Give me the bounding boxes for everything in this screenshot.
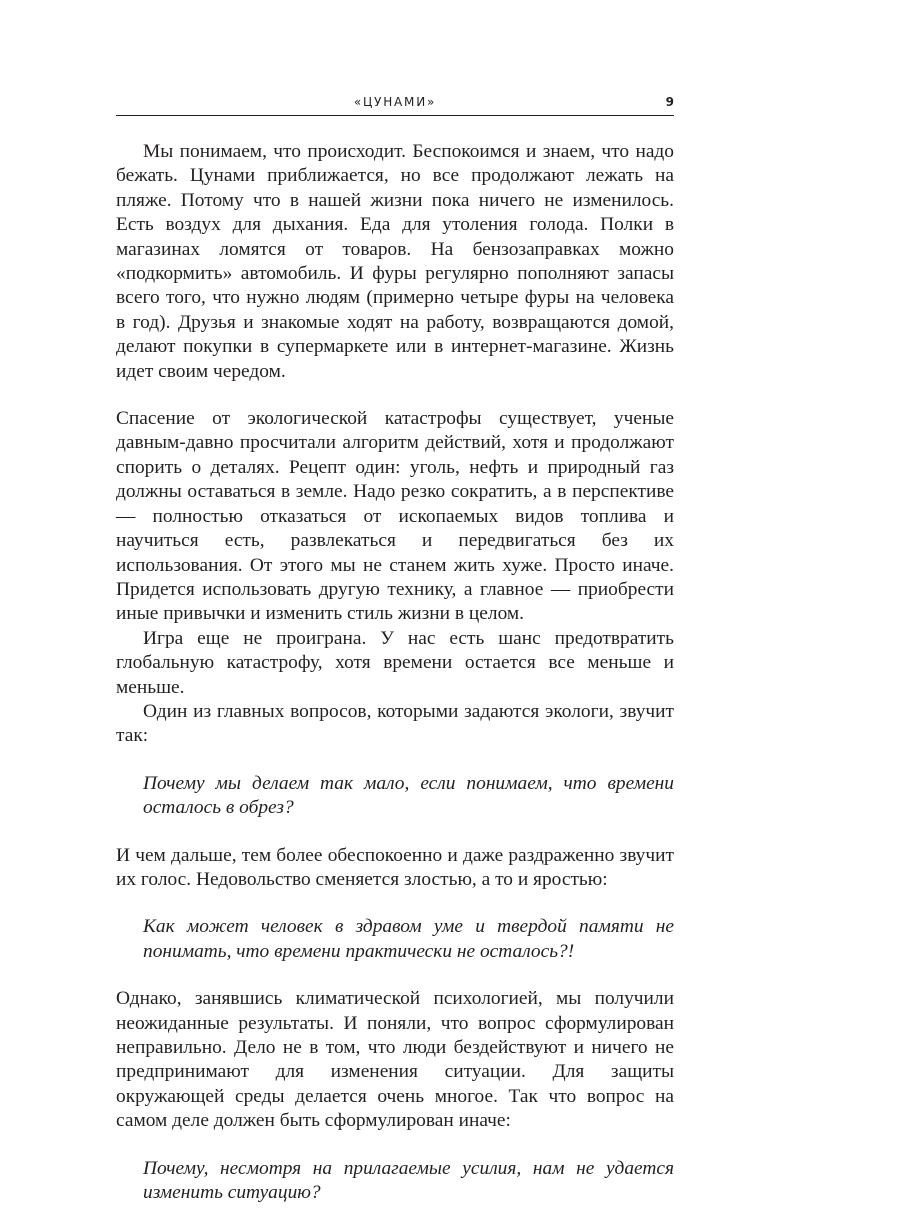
paragraph: И чем дальше, тем более обеспокоенно и даже раздраженно звучит их голос. Недовольство сменяется злостью, а то и яростью:	[116, 844, 674, 890]
italic-quote: Почему мы делаем так мало, если понимаем, что времени осталось в обрез?	[143, 772, 674, 819]
paragraph: Спасение от экологической катастрофы существует, ученые давным-давно просчитали алгоритм действий, хотя и продолжают спорить о деталях. Рецепт один: уголь, нефть и природный газ должны оставаться в земле. Надо резко сократить, а в перспективе — полностью отказаться от ископаемых видов топлива и научиться есть, развлекаться и передвигаться без их использования. От этого мы не станем жить хуже. Просто иначе. Придется использовать другую технику, а главное — приобрести иные привычки и изменить стиль жизни в целом.	[116, 408, 674, 625]
paragraph: Один из главных вопросов, которыми задаются экологи, звучит так:	[116, 700, 674, 747]
paragraph: Мы понимаем, что происходит. Беспокоимся и знаем, что надо бежать. Цунами приближается, но все продолжают лежать на пляже. Потому что в нашей жизни пока ничего не изменилось. Есть воздух для дыхания. Еда для утоления голода. Полки в магазинах ломятся от товаров. На бензозаправках можно «подкормить» автомобиль. И фуры регулярно пополняют запасы всего того, что нужно людям (примерно четыре фуры на человека в год). Друзья и знакомые ходят на работу, возвращаются домой, делают покупки в супермаркете или в интернет-магазине. Жизнь идет своим чередом.	[116, 141, 674, 382]
body-text	[116, 140, 674, 1228]
chapter-title: «ЦУНАМИ»	[353, 95, 437, 109]
running-header	[116, 93, 674, 116]
book-page	[116, 0, 674, 1204]
paragraph: Однако, занявшись климатической психологией, мы получили неожиданные результаты. И поняли, что вопрос сформулирован неправильно. Дело не в том, что люди бездействуют и ничего не предпринимают для изменения ситуации. Для защиты окружающей среды делается очень многое. Так что вопрос на самом деле должен быть сформулирован иначе:	[116, 988, 674, 1132]
paragraph: Игра еще не проиграна. У нас есть шанс предотвратить глобальную катастрофу, хотя времени остается все меньше и меньше.	[116, 627, 674, 698]
italic-quote: Почему, несмотря на прилагаемые усилия, нам не удается изменить ситуацию?	[143, 1157, 674, 1204]
page-number: 9	[665, 95, 674, 109]
italic-quote: Как может человек в здравом уме и твердой памяти не понимать, что времени практически не осталось?!	[143, 916, 674, 962]
